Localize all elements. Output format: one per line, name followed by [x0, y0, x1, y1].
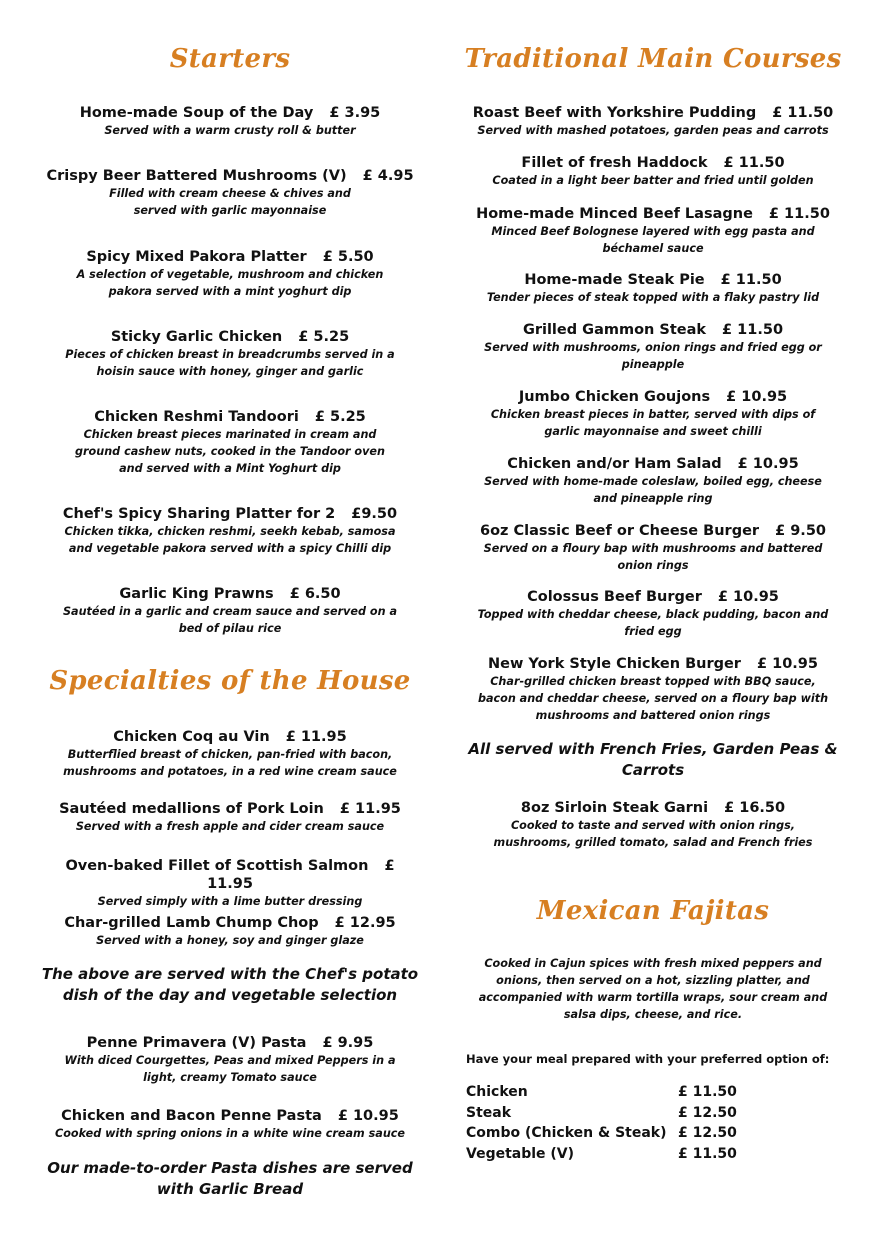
dish-description: Served with a honey, soy and ginger glaze	[96, 934, 364, 947]
menu-item-title	[462, 455, 844, 473]
menu-item-title	[462, 799, 844, 817]
dish-description: Tender pieces of steak topped with a flaky pastry lid	[486, 291, 820, 304]
menu-item-title	[462, 104, 844, 122]
dish-price: £ 10.95	[337, 1108, 399, 1124]
fajita-option-name: Vegetable (V)	[466, 1145, 575, 1162]
menu-item	[462, 455, 844, 507]
dish-description: Pieces of chicken breast in breadcrumbs served in a hoisin sauce with honey, ginger and garlic	[65, 348, 395, 378]
menu-item-title	[462, 205, 844, 223]
menu-item-title	[40, 585, 420, 603]
dish-price: £ 5.25	[314, 409, 366, 425]
dish-name: Garlic King Prawns	[119, 586, 274, 602]
dish-description: Filled with cream cheese & chives and served with garlic mayonnaise	[109, 187, 351, 217]
dish-name: Jumbo Chicken Goujons	[518, 389, 711, 405]
dish-price: £ 10.95	[726, 389, 788, 405]
mains-heading: Traditional Main Courses	[464, 44, 842, 74]
dish-description: A selection of vegetable, mushroom and chicken pakora served with a mint yoghurt dip	[76, 268, 384, 298]
dish-price: £ 9.95	[322, 1035, 374, 1051]
dish-description: Topped with cheddar cheese, black pudding, bacon and fried egg	[477, 608, 829, 638]
fajita-option-name: Combo (Chicken & Steak)	[466, 1125, 667, 1141]
menu-item-title	[462, 271, 844, 289]
dish-price: £ 4.95	[362, 168, 414, 184]
menu-item	[462, 154, 844, 189]
dish-description: Chicken tikka, chicken reshmi, seekh kebab, samosa and vegetable pakora served with a spicy Chilli dip	[64, 525, 396, 555]
dish-description: Butterflied breast of chicken, pan-fried with bacon, mushrooms and potatoes, in a red wine cream sauce	[63, 748, 397, 778]
menu-item	[40, 728, 420, 780]
dish-price: £ 9.50	[775, 523, 826, 539]
menu-item-title	[40, 104, 420, 122]
dish-price: £ 16.50	[724, 800, 786, 816]
dish-name: Chef's Spicy Sharing Platter for 2	[62, 506, 336, 522]
menu-item-title	[462, 588, 844, 606]
dish-name: 6oz Classic Beef or Cheese Burger	[479, 523, 760, 539]
dish-description: Served simply with a lime butter dressing	[97, 895, 363, 908]
dish-description: Served on a floury bap with mushrooms and battered onion rings	[483, 542, 823, 572]
fajita-option-price: £ 11.50	[678, 1084, 737, 1100]
menu-item	[40, 104, 420, 139]
dish-price: £ 11.50	[723, 155, 785, 171]
dish-description: Served with a warm crusty roll & butter	[104, 124, 356, 137]
menu-item-title	[40, 167, 420, 185]
menu-item	[462, 388, 844, 440]
menu-item-title	[40, 248, 420, 266]
menu-item-title	[40, 914, 420, 932]
menu-item	[462, 205, 844, 257]
dish-name: Fillet of fresh Haddock	[521, 155, 708, 171]
starters-heading: Starters	[169, 44, 291, 74]
dish-price: £ 10.95	[737, 456, 799, 472]
menu-item-title	[40, 1107, 420, 1125]
dish-name: Grilled Gammon Steak	[522, 322, 707, 338]
dish-description: Char-grilled chicken breast topped with BBQ sauce, bacon and cheddar cheese, served on a floury bap with mushrooms and battered onion rings	[477, 675, 829, 722]
dish-description: Served with mashed potatoes, garden peas and carrots	[477, 124, 829, 137]
dish-name: Home-made Minced Beef Lasagne	[476, 206, 753, 222]
dish-price: £9.50	[351, 506, 398, 522]
dish-name: Penne Primavera (V) Pasta	[86, 1035, 307, 1051]
menu-item	[40, 505, 420, 557]
mains-note: All served with French Fries, Garden Peas & Carrots	[468, 740, 838, 779]
dish-price: £ 6.50	[289, 586, 341, 602]
dish-name: New York Style Chicken Burger	[488, 656, 741, 672]
dish-description: With diced Courgettes, Peas and mixed Peppers in a light, creamy Tomato sauce	[64, 1054, 396, 1084]
menu-item	[462, 104, 844, 139]
dish-description: Served with a fresh apple and cider cream sauce	[75, 820, 385, 833]
dish-description: Cooked to taste and served with onion rings, mushrooms, grilled tomato, salad and French fries	[493, 819, 813, 849]
pasta-note: Our made-to-order Pasta dishes are served with Garlic Bread	[47, 1159, 413, 1198]
dish-name: Char-grilled Lamb Chump Chop	[64, 915, 319, 931]
menu-item	[462, 588, 844, 640]
dish-name: Chicken and/or Ham Salad	[507, 456, 722, 472]
fajitas-options	[466, 1082, 766, 1164]
dish-price: £ 10.95	[756, 656, 818, 672]
dish-name: Crispy Beer Battered Mushrooms (V)	[46, 168, 347, 184]
fajitas-heading: Mexican Fajitas	[536, 896, 770, 926]
menu-item-title	[462, 388, 844, 406]
dish-name: Sticky Garlic Chicken	[110, 329, 283, 345]
fajita-option	[466, 1144, 766, 1165]
menu-item-title	[462, 522, 844, 540]
menu-item	[462, 799, 844, 851]
fajita-option-name: Chicken	[466, 1084, 528, 1100]
menu-item	[462, 271, 844, 306]
menu-item	[40, 800, 420, 835]
dish-name: Chicken and Bacon Penne Pasta	[61, 1108, 322, 1124]
specialties-heading: Specialties of the House	[49, 666, 411, 696]
menu-item-title	[40, 800, 420, 818]
menu-item	[40, 1107, 420, 1142]
menu-item	[462, 655, 844, 724]
dish-name: Colossus Beef Burger	[527, 589, 702, 605]
menu-item-title	[40, 505, 420, 523]
menu-item	[40, 1034, 420, 1086]
dish-price: £ 11.50	[772, 105, 834, 121]
dish-name: Home-made Soup of the Day	[79, 105, 314, 121]
dish-description: Chicken breast pieces marinated in cream and ground cashew nuts, cooked in the Tandoor oven and served with a Mint Yoghurt dip	[75, 428, 385, 475]
specialties-note: The above are served with the Chef's potato dish of the day and vegetable selection	[41, 965, 419, 1004]
fajita-option	[466, 1082, 766, 1103]
menu-item	[40, 585, 420, 637]
dish-price: £ 11.95	[207, 858, 395, 892]
dish-name: Chicken Coq au Vin	[113, 729, 270, 745]
dish-description: Served with home-made coleslaw, boiled egg, cheese and pineapple ring	[484, 475, 822, 505]
dish-description: Served with mushrooms, onion rings and fried egg or pineapple	[484, 341, 822, 371]
fajitas-prompt: Have your meal prepared with your preferred option of:	[466, 1052, 830, 1066]
menu-item	[40, 248, 420, 300]
dish-name: Oven-baked Fillet of Scottish Salmon	[65, 858, 369, 874]
menu-item-title	[462, 655, 844, 673]
menu-item	[40, 328, 420, 380]
fajita-option	[466, 1123, 766, 1144]
dish-name: 8oz Sirloin Steak Garni	[520, 800, 709, 816]
menu-item-title	[40, 328, 420, 346]
dish-price: £ 11.50	[722, 322, 784, 338]
dish-description: Sautéed in a garlic and cream sauce and served on a bed of pilau rice	[62, 605, 397, 635]
dish-price: £ 11.50	[768, 206, 830, 222]
dish-price: £ 5.50	[322, 249, 374, 265]
fajita-option-price: £ 12.50	[678, 1104, 737, 1121]
dish-description: Coated in a light beer batter and fried until golden	[492, 174, 814, 187]
dish-description: Cooked with spring onions in a white wine cream sauce	[54, 1127, 406, 1140]
dish-price: £ 12.95	[334, 915, 396, 931]
dish-name: Chicken Reshmi Tandoori	[94, 409, 299, 425]
dish-price: £ 5.25	[298, 329, 350, 345]
menu-item-title	[40, 857, 420, 893]
dish-name: Roast Beef with Yorkshire Pudding	[472, 105, 757, 121]
dish-description: Minced Beef Bolognese layered with egg pasta and béchamel sauce	[491, 225, 815, 255]
dish-name: Spicy Mixed Pakora Platter	[86, 249, 307, 265]
dish-price: £ 11.95	[285, 729, 347, 745]
menu-item-title	[462, 154, 844, 172]
fajita-option-price: £ 11.50	[678, 1145, 737, 1162]
dish-price: £ 11.50	[720, 272, 782, 288]
menu-item	[40, 857, 420, 910]
menu-item-title	[40, 1034, 420, 1052]
dish-price: £ 10.95	[717, 589, 779, 605]
fajita-option-price: £ 12.50	[678, 1125, 737, 1141]
dish-price: £ 3.95	[329, 105, 381, 121]
fajita-option	[466, 1103, 766, 1124]
menu-item	[40, 914, 420, 949]
dish-price: £ 11.95	[339, 801, 401, 817]
dish-name: Sautéed medallions of Pork Loin	[59, 801, 324, 817]
dish-name: Home-made Steak Pie	[524, 272, 705, 288]
menu-item	[462, 522, 844, 574]
menu-item	[40, 167, 420, 219]
menu-item	[462, 321, 844, 373]
dish-description: Chicken breast pieces in batter, served with dips of garlic mayonnaise and sweet chilli	[490, 408, 816, 438]
fajitas-description: Cooked in Cajun spices with fresh mixed peppers and onions, then served on a hot, sizzling platter, and accompanied with warm tortilla wraps, sour cream and salsa dips, cheese, and rice.	[478, 957, 828, 1021]
menu-item	[40, 408, 420, 477]
fajita-option-name: Steak	[466, 1104, 512, 1121]
menu-item-title	[40, 728, 420, 746]
menu-item-title	[40, 408, 420, 426]
menu-item-title	[462, 321, 844, 339]
